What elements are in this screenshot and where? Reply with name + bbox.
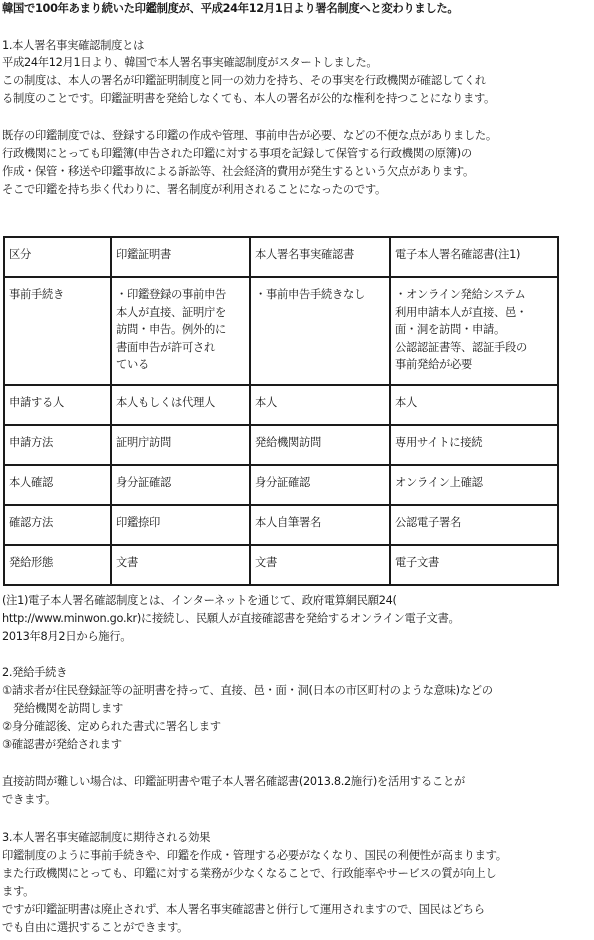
section1-paragraph-line: 作成・保管・移送や印鑑事故による訴訟等、社会経済的費用が発生するという欠点があります。	[2, 165, 474, 178]
section3-line: 印鑑制度のように事前手続きや、印鑑を作成・管理する必要がなくなり、国民の利便性が高まります。	[2, 849, 507, 862]
cell-line: 面・洞を訪問・申請。	[395, 323, 505, 336]
section3-line: また行政機関にとっても、印鑑に対する業務が少なくなることで、行政能率やサービスの質が向上し	[2, 867, 497, 880]
table-cell	[390, 277, 558, 385]
cell-line: 本人が直接、証明庁を	[116, 305, 226, 319]
table-cell: 本人	[390, 385, 558, 425]
section1-paragraph-line: 行政機関にとっても印鑑簿(申告された印鑑に対する事項を記録して保管する行政機関の原簿)の	[2, 147, 472, 160]
section1-paragraph-line: そこで印鑑を持ち歩く代わりに、署名制度が利用されることになったのです。	[2, 183, 386, 196]
cell-line: ている	[116, 358, 149, 371]
table-row	[4, 545, 558, 585]
row-label: 確認方法	[4, 505, 111, 545]
table-cell: 本人	[250, 385, 390, 425]
table-cell: 本人自筆署名	[250, 505, 390, 545]
table-cell: 文書	[111, 545, 250, 585]
section1-line: 平成24年12月1日より、韓国で本人署名事実確認制度がスタートしました。	[2, 56, 378, 69]
row-label: 発給形態	[4, 545, 111, 585]
table-row	[4, 505, 558, 545]
cell-line: 利用申請本人が直接、邑・	[395, 305, 527, 319]
header-cell: 区分	[4, 237, 111, 277]
comparison-table	[3, 236, 559, 586]
section2-extra: 直接訪問が難しい場合は、印鑑証明書や電子本人署名確認書(2013.8.2施行)を活用することが	[2, 775, 466, 788]
note-line: http://www.minwon.go.kr)に接続し、民願人が直接確認書を発給するオンライン電子文書。	[2, 612, 460, 625]
header-cell: 印鑑証明書	[111, 237, 250, 277]
section1-line: この制度は、本人の署名が印鑑証明制度と同一の効力を持ち、その事実を行政機関が確認してくれ	[2, 74, 486, 87]
row-label: 本人確認	[4, 465, 111, 505]
table-cell: 文書	[250, 545, 390, 585]
section1-title: 1.本人署名事実確認制度とは	[2, 39, 145, 52]
section2-step: ③確認書が発給されます	[2, 738, 122, 751]
header-cell: 電子本人署名確認書(注1)	[390, 237, 558, 277]
table-header-row	[4, 237, 558, 277]
section2-title: 2.発給手続き	[2, 666, 68, 679]
section3-line: ます。	[2, 885, 35, 898]
cell-line: 訪問・申告。例外的に	[116, 323, 226, 336]
table-cell	[111, 277, 250, 385]
table-cell: 電子文書	[390, 545, 558, 585]
table-cell: 専用サイトに接続	[390, 425, 558, 465]
table-row	[4, 385, 558, 425]
row-label: 事前手続き	[4, 277, 111, 385]
table-cell: 公認電子署名	[390, 505, 558, 545]
section2-step: ①請求者が住民登録証等の証明書を持って、直接、邑・面・洞(日本の市区町村のような意味)などの	[2, 684, 493, 697]
cell-line: ・印鑑登録の事前申告	[116, 288, 226, 301]
cell-line: 事前発給が必要	[395, 358, 472, 371]
table-cell: 本人もしくは代理人	[111, 385, 250, 425]
table-row	[4, 277, 558, 385]
section3-line: でも自由に選択することができます。	[2, 921, 189, 934]
table-cell: ・事前申告手続きなし	[250, 277, 390, 385]
row-label: 申請方法	[4, 425, 111, 465]
note-line: 2013年8月2日から施行。	[2, 630, 132, 643]
table-cell: 発給機関訪問	[250, 425, 390, 465]
section2-extra: できます。	[2, 793, 57, 806]
section2-step: ②身分確認後、定められた書式に署名します	[2, 720, 221, 733]
table-cell: 証明庁訪問	[111, 425, 250, 465]
row-label: 申請する人	[4, 385, 111, 425]
section1-paragraph-line: 既存の印鑑制度では、登録する印鑑の作成や管理、事前申告が必要、などの不便な点がありました。	[2, 129, 497, 142]
section3-line: ですが印鑑証明書は廃止されず、本人署名事実確認書と併行して運用されますので、国民はどちら	[2, 903, 485, 916]
table-cell: 身分証確認	[250, 465, 390, 505]
section2-step: 発給機関を訪問します	[2, 702, 123, 715]
page-heading: 韓国で100年あまり続いた印鑑制度が、平成24年12月1日より署名制度へと変わりました。	[2, 2, 459, 15]
table-row	[4, 465, 558, 505]
note-line: (注1)電子本人署名確認制度とは、インターネットを通じて、政府電算網民願24(	[2, 594, 397, 607]
table-row	[4, 425, 558, 465]
table-cell: オンライン上確認	[390, 465, 558, 505]
table-cell: 身分証確認	[111, 465, 250, 505]
section3-title: 3.本人署名事実確認制度に期待される効果	[2, 831, 211, 844]
cell-line: 書面申告が許可され	[116, 340, 215, 354]
section1-line: る制度のことです。印鑑証明書を発給しなくても、本人の署名が公的な権利を持つことになります。	[2, 92, 496, 105]
cell-line: ・オンライン発給システム	[395, 288, 526, 301]
table-cell: 印鑑捺印	[111, 505, 250, 545]
header-cell: 本人署名事実確認書	[250, 237, 390, 277]
cell-line: 公認認証書等、認証手段の	[395, 340, 527, 354]
